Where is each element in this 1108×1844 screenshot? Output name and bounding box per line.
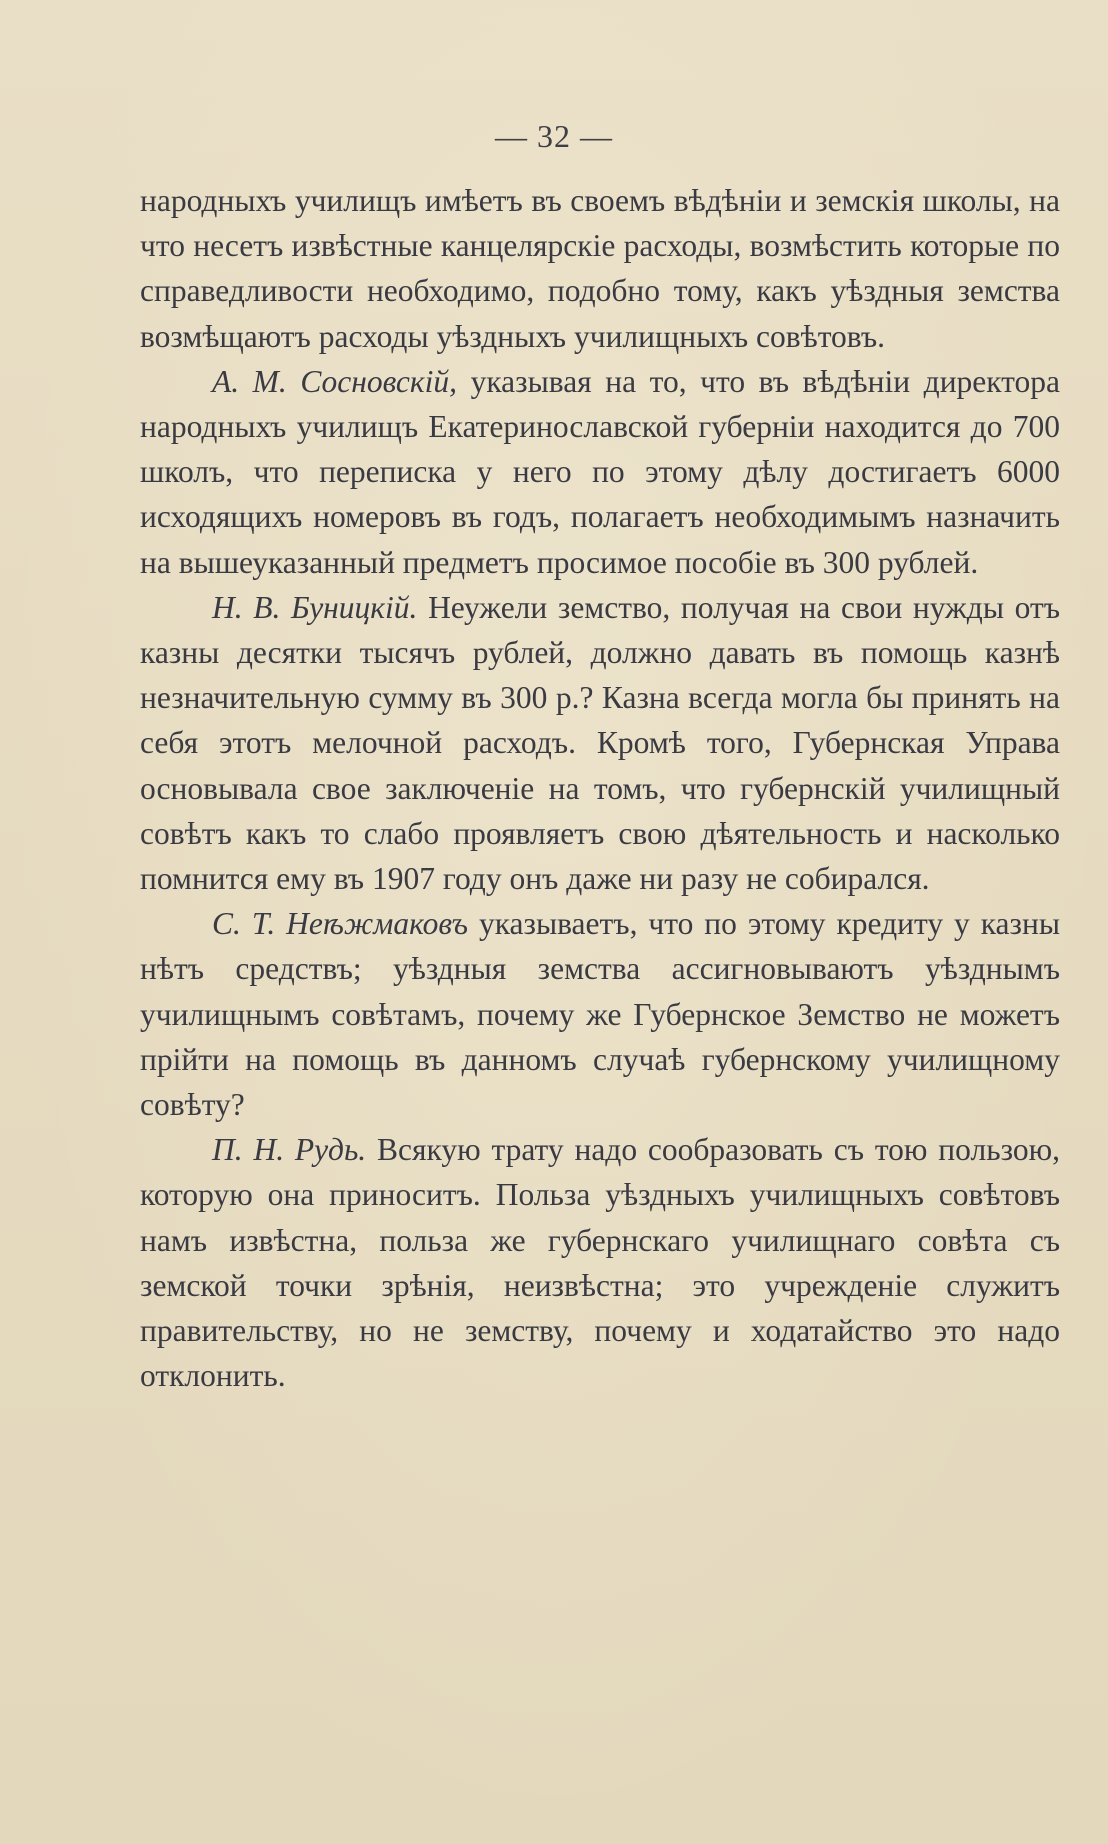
speaker-name: Н. В. Буницкій.: [212, 589, 418, 625]
paragraph-bunitsky: [140, 585, 1060, 901]
page-text-body: [140, 178, 1060, 1398]
paragraph-text: народныхъ училищъ имѣетъ въ своемъ вѣдѣніи и земскія школы, на что несетъ извѣстные канцелярскіе расходы, возмѣстить которые по справедливости необходимо, подобно тому, какъ уѣздныя земства возмѣщаютъ расходы уѣздныхъ училищныхъ совѣтовъ.: [140, 183, 1060, 354]
paragraph-sosnovsky: [140, 359, 1060, 585]
paragraph-text: указываетъ, что по этому кредиту у казны нѣтъ средствъ; уѣздныя земства ассигновываютъ уѣзднымъ училищнымъ совѣтамъ, почему же Губернское Земство не можетъ прійти на помощь въ данномъ случаѣ губернскому училищному совѣту?: [140, 906, 1061, 1123]
paragraph-text: Всякую трату надо сообразовать съ тою пользою, которую она приноситъ. Польза уѣздныхъ училищныхъ совѣтовъ намъ извѣстна, польза же губернскаго училищнаго совѣта съ земской точки зрѣнія, неизвѣстна; это учрежденіе служитъ правительству, но не земству, почему и ходатайство это надо отклонить.: [140, 1132, 1060, 1394]
paragraph-continuation: [140, 178, 1060, 359]
page-number: — 32 —: [495, 118, 613, 154]
speaker-name: П. Н. Рудь.: [212, 1132, 367, 1168]
paragraph-rud: [140, 1127, 1060, 1398]
paragraph-text: указывая на то, что въ вѣдѣніи директора народныхъ училищъ Екатеринославской губерніи находится до 700 школъ, что переписка у него по этому дѣлу достигаетъ 6000 исходящихъ номеровъ въ годъ, полагаетъ необходимымъ назначить на вышеуказанный предметъ просимое пособіе въ 300 рублей.: [140, 363, 1061, 580]
paragraph-neezhmakov: [140, 901, 1060, 1127]
paragraph-text: Неужели земство, получая на свои нужды отъ казны десятки тысячъ рублей, должно давать въ помощь казнѣ незначительную сумму въ 300 р.? Казна всегда могла бы принять на себя этотъ мелочной расходъ. Кромѣ того, Губернская Управа основывала свое заключеніе на томъ, что губернскій училищный совѣтъ какъ то слабо проявляетъ свою дѣятельность и насколько помнится ему въ 1907 году онъ даже ни разу не собирался.: [140, 589, 1061, 897]
speaker-name: А. М. Сосновскій,: [212, 363, 458, 399]
speaker-name: С. Т. Неѣжмаковъ: [212, 906, 468, 942]
